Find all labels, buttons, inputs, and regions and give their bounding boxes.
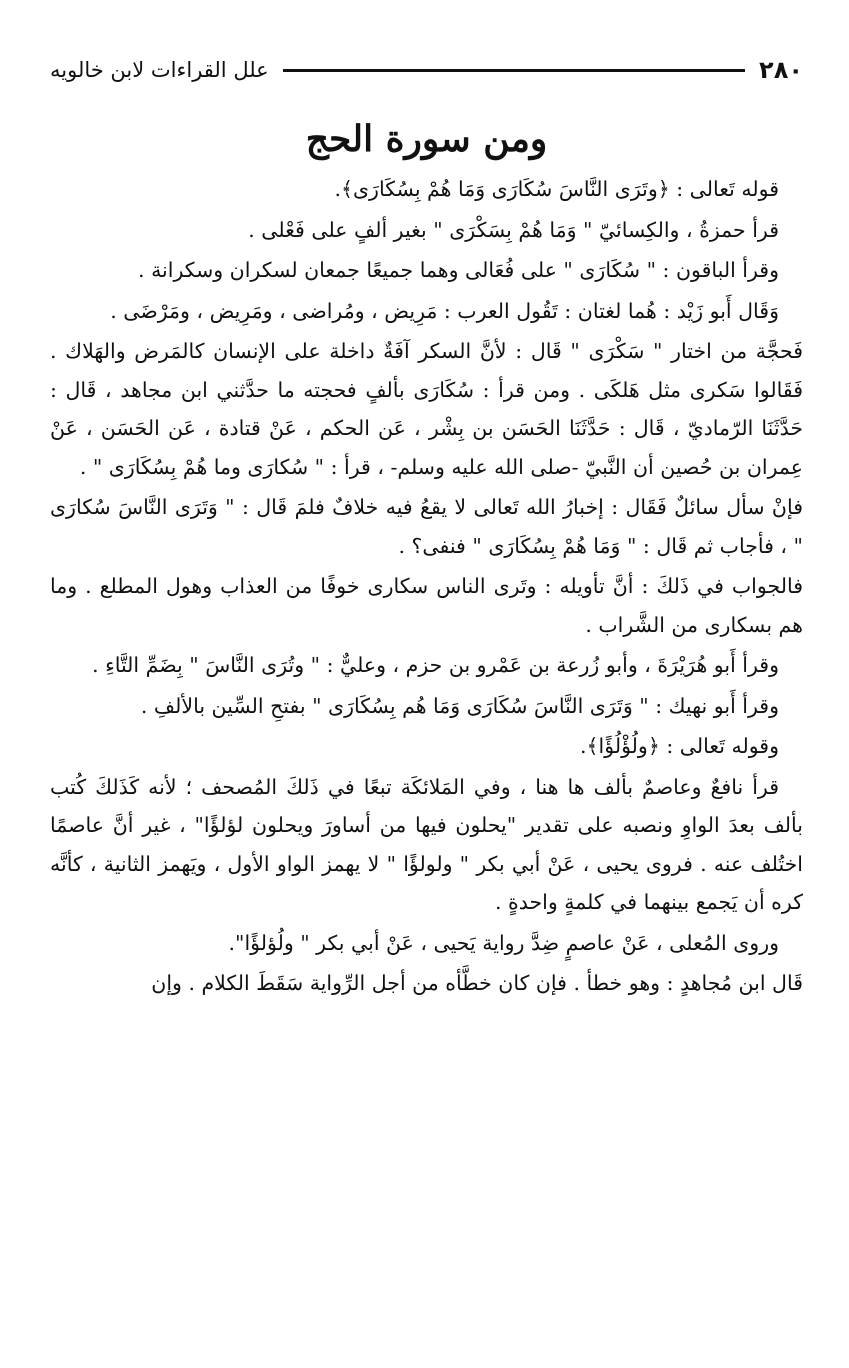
- book-title: علل القراءات لابن خالويه: [50, 58, 269, 82]
- page-number: ٢٨٠: [759, 56, 803, 84]
- running-header: [50, 50, 803, 90]
- paragraph: قرأ حمزةُ ، والكِسائيّ " وَمَا هُمْ بِسَكْرَى " بغير ألفٍ على فَعْلى .: [248, 217, 779, 242]
- paragraph: وروى المُعلى ، عَنْ عاصمٍ ضِدَّ رواية يَحيى ، عَنْ أبي بكر " ولُؤلؤًا".: [228, 930, 779, 955]
- surah-title: ومن سورة الحج: [305, 118, 548, 160]
- paragraph: قوله تَعالى : ﴿وتَرَى النَّاسَ سُكَارَى وَمَا هُمْ بِسُكَارَى﴾.: [334, 177, 779, 201]
- paragraph: وقرأ أَبو هُرَيْرَةَ ، وأبو زُرعة بن عَمْرو بن حزم ، وعليٌّ : " وتُرَى النَّاسَ " بِضَمِّ التَّاءِ .: [92, 653, 779, 677]
- paragraph: وقوله تَعالى : ﴿ولُؤْلُؤًا﴾.: [580, 734, 779, 758]
- body-text: [50, 170, 803, 1003]
- paragraph: وقرأ أَبو نهيك : " وَتَرَى النَّاسَ سُكَارَى وَمَا هُم بِسُكَارَى " بفتحِ السِّين بالألفِ .: [140, 693, 779, 718]
- paragraph: وَقَال أَبو زَيْد : هُما لغتان : تَقُول العرب : مَرِيض ، ومُراضى ، ومَرِيض ، ومَرْضَى .: [110, 298, 779, 323]
- paragraph: فالجواب في ذَلكَ : أنَّ تأويله : وتَرى الناس سكارى خوفًا من العذاب وهول المطلع . وما هم بسكارى من الشَّراب .: [50, 574, 803, 637]
- paragraph: قَال ابن مُجاهدٍ : وهو خطأ . فإن كان خطَّأه من أجل الرِّواية سَقَطَ الكلام . وإن: [151, 971, 803, 995]
- header-rule: [283, 69, 745, 72]
- paragraph: فإنْ سأل سائلٌ فَقَال : إخبارُ الله تَعالى لا يقعُ فيه خلافٌ فلمَ قَال : " وَتَرَى النَّاسَ سُكارَى " ، فأجاب ثم قَال : " وَمَا هُمْ بِسُكَارَى " فنفى؟ .: [50, 495, 803, 558]
- paragraph: فَحجَّة من اختار " سَكْرَى " قَال : لأنَّ السكر آفَةٌ داخلة على الإنسان كالمَرض والهَلاك . فَقَالوا سَكرى مثل هَلكَى . ومن قرأ : سُكَارَى بألفٍ فحجته ما حدَّثني ابن مجاهد ، قَال : حَدَّثَنَا الرّماديّ ، قَال : حَدَّثَنَا الحَسَن بن بِشْر ، عَن الحكم ، عَنْ قتادة ، عَن الحَسَن ، عَنْ عِمران بن حُصين أن النَّبيّ -صلى الله عليه وسلم- ، قرأ : " سُكارَى وما هُمْ بِسُكَارَى " .: [50, 339, 803, 479]
- paragraph: قرأ نافعٌ وعاصمٌ بألف ها هنا ، وفي المَلائكَة تبعًا في ذَلكَ المُصحف ؛ لأنه كَذَلكَ كُتب بألف بعدَ الواوِ ونصبه على تقدير "يحلون فيها من أساورَ ويحلون لؤلؤًا" ، غير أنَّ عاصمًا اختُلف عنه . فروى يحيى ، عَنْ أبي بكر " ولولؤًا " لا يهمز الواو الأول ، ويَهمز الثانية ، كأنَّه كره أن يَجمع بينهما في كلمةٍ واحدةٍ .: [50, 774, 803, 914]
- paragraph: وقرأ الباقون : " سُكَارَى " على فُعَالى وهما جميعًا جمعان لسكران وسكرانة .: [138, 258, 779, 282]
